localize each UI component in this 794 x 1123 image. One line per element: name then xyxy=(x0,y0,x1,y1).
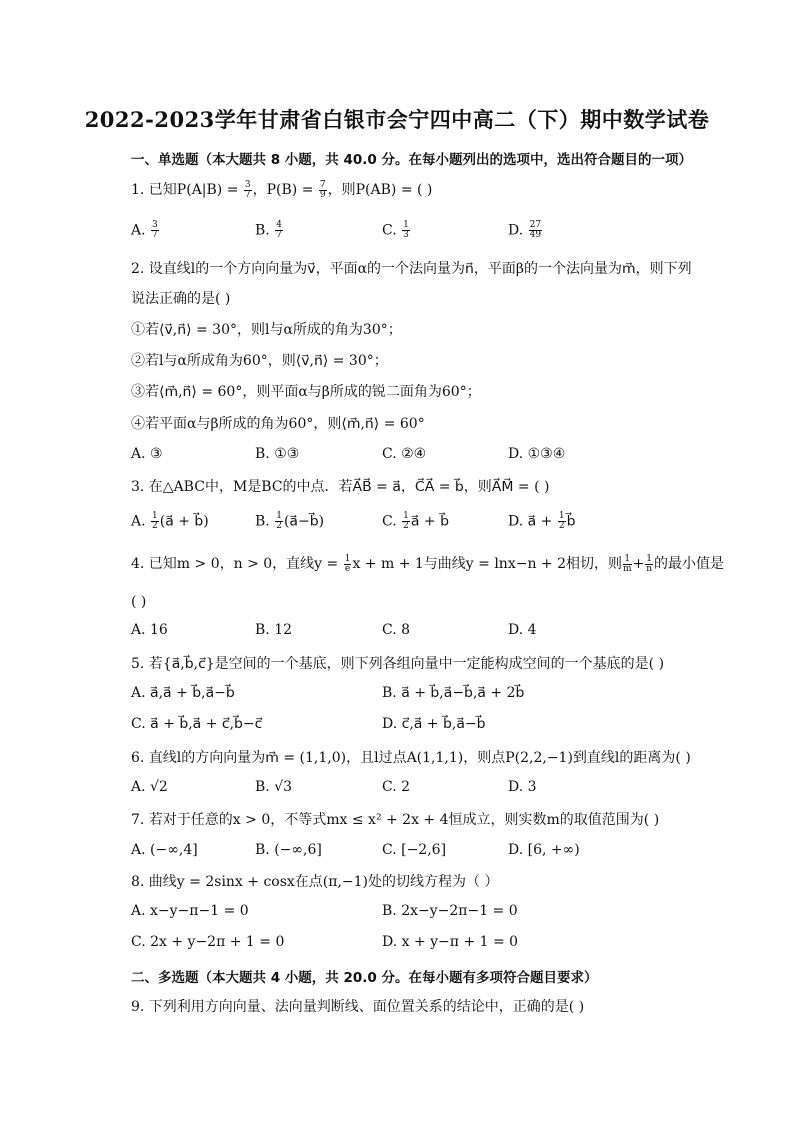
q3-d-pre: a⃗ + xyxy=(527,513,557,530)
section-single-choice: 一、单选题（本大题共 8 小题，共 40.0 分。在每小题列出的选项中，选出符合题目的一项） xyxy=(131,152,693,168)
q4-m-num: 1 xyxy=(624,553,631,564)
question-2-line-1: 2. 设直线l的一个方向向量为v⃗，平面α的一个法向量为n⃗，平面β的一个法向量为m⃗，则下列 xyxy=(131,261,692,277)
q2-statement-4: ④若平面α与β所成的角为60°，则⟨m⃗,n⃗⟩ = 60° xyxy=(131,416,425,432)
q3-options xyxy=(131,512,691,532)
q3-b-den: 2 xyxy=(276,521,282,531)
q4-plus: + xyxy=(632,556,645,572)
q4-n-num: 1 xyxy=(646,553,653,564)
q5-options-row-2 xyxy=(131,716,691,736)
q2-option-a: A. ③ xyxy=(131,446,163,462)
q4-options xyxy=(131,622,691,642)
q7-option-c: C. [−2,6] xyxy=(382,842,447,858)
q4-e-num: 1 xyxy=(344,553,351,564)
q3-b-rest: (a⃗−b⃗) xyxy=(283,513,325,530)
q1-option-d xyxy=(508,221,543,240)
q3-option-c xyxy=(382,512,449,531)
q2-option-d: D. ①③④ xyxy=(508,446,566,462)
q4-m-den: m xyxy=(623,563,632,574)
question-4 xyxy=(131,553,725,574)
q4-stem-a: 4. 已知m > 0，n > 0，直线y = xyxy=(131,556,343,572)
q8-options-row-1 xyxy=(131,903,691,923)
q1-c-label: C. xyxy=(382,222,397,239)
q8-option-b: B. 2x−y−2π−1 = 0 xyxy=(382,903,518,919)
q4-option-a: A. 16 xyxy=(131,622,168,638)
q1-a-den: 7 xyxy=(152,230,158,240)
q4-stem-b: x + m + 1与曲线y = lnx−n + 2相切，则 xyxy=(352,556,623,572)
q1-stem-a: 1. 已知P(A|B) = xyxy=(131,182,243,198)
q8-options-row-2 xyxy=(131,934,691,954)
q1-fraction-pab xyxy=(244,181,252,200)
q1-option-c xyxy=(382,221,411,240)
q7-option-a: A. (−∞,4] xyxy=(131,842,198,858)
q3-option-d xyxy=(508,512,575,531)
q3-d-frac xyxy=(558,512,566,531)
q1-pb-num: 7 xyxy=(319,179,326,190)
q1-a-frac xyxy=(151,221,159,240)
q5-option-d: D. c⃗,a⃗ + b⃗,a⃗−b⃗ xyxy=(382,716,486,732)
q6-options xyxy=(131,779,691,799)
q3-a-frac xyxy=(151,512,159,531)
section-multiple-choice: 二、多选题（本大题共 4 小题，共 20.0 分。在每小题有多项符合题目要求） xyxy=(131,970,598,986)
q2-option-b: B. ①③ xyxy=(255,446,300,462)
q5-option-c: C. a⃗ + b⃗,a⃗ + c⃗,b⃗−c⃗ xyxy=(131,716,263,732)
q2-statement-3: ③若⟨m⃗,n⃗⟩ = 60°，则平面α与β所成的锐二面角为60°； xyxy=(131,384,481,400)
q3-b-label: B. xyxy=(255,513,270,530)
q3-a-label: A. xyxy=(131,513,146,530)
q1-pab-num: 3 xyxy=(244,179,251,190)
question-5: 5. 若{a⃗,b⃗,c⃗}是空间的一个基底，则下列各组向量中一定能构成空间的一个基底的是( ) xyxy=(131,656,665,672)
q4-m-frac xyxy=(623,555,632,574)
q6-option-d: D. 3 xyxy=(508,779,537,795)
q3-option-a xyxy=(131,512,209,531)
q1-b-frac xyxy=(275,221,283,240)
q3-a-num: 1 xyxy=(152,511,158,521)
q1-fraction-pb xyxy=(319,181,327,200)
q8-option-d: D. x + y−π + 1 = 0 xyxy=(382,934,519,950)
q3-a-rest: (a⃗ + b⃗) xyxy=(159,513,209,530)
q8-option-a: A. x−y−π−1 = 0 xyxy=(131,903,249,919)
q1-d-num: 27 xyxy=(529,220,542,230)
q3-c-den: 2 xyxy=(403,521,409,531)
q3-b-num: 1 xyxy=(276,511,282,521)
q4-option-d: D. 4 xyxy=(508,622,537,638)
q3-c-frac xyxy=(402,512,410,531)
q1-d-label: D. xyxy=(508,222,524,239)
q4-option-b: B. 12 xyxy=(255,622,293,638)
q7-options xyxy=(131,842,691,862)
q3-c-num: 1 xyxy=(403,511,409,521)
q3-b-frac xyxy=(275,512,283,531)
q1-a-label: A. xyxy=(131,222,146,239)
q1-stem-b: ，P(B) = xyxy=(252,182,318,198)
q1-b-label: B. xyxy=(255,222,270,239)
q4-stem-c: 的最小值是 xyxy=(654,556,725,572)
q4-option-c: C. 8 xyxy=(382,622,411,638)
q1-b-den: 7 xyxy=(276,230,282,240)
q4-e-den: e xyxy=(344,563,351,574)
q1-b-num: 4 xyxy=(276,220,282,230)
q3-d-label: D. xyxy=(508,513,524,530)
q4-n-frac xyxy=(645,555,653,574)
q3-option-b xyxy=(255,512,324,531)
q3-d-rest: b⃗ xyxy=(566,513,576,530)
question-7: 7. 若对于任意的x > 0，不等式mx ≤ x² + 2x + 4恒成立，则实数m的取值范围为( ) xyxy=(131,812,660,828)
q6-option-b: B. √3 xyxy=(255,779,293,795)
q6-option-a: A. √2 xyxy=(131,779,168,795)
q6-option-c: C. 2 xyxy=(382,779,411,795)
question-9: 9. 下列利用方向向量、法向量判断线、面位置关系的结论中，正确的是( ) xyxy=(131,999,585,1015)
q3-a-den: 2 xyxy=(152,521,158,531)
q4-e-frac xyxy=(344,555,352,574)
question-4-line-2: ( ) xyxy=(131,594,147,610)
q1-c-frac xyxy=(402,221,410,240)
q1-pab-den: 7 xyxy=(244,189,251,200)
q1-option-a xyxy=(131,221,160,240)
q3-d-num: 1 xyxy=(558,511,565,521)
q2-statement-1: ①若⟨v⃗,n⃗⟩ = 30°，则l与α所成的角为30°； xyxy=(131,322,402,338)
q3-c-rest: a⃗ + b⃗ xyxy=(410,513,449,530)
q2-statement-2: ②若l与α所成角为60°，则⟨v⃗,n⃗⟩ = 30°； xyxy=(131,353,388,369)
q1-options xyxy=(131,221,691,241)
q8-option-c: C. 2x + y−2π + 1 = 0 xyxy=(131,934,285,950)
question-1 xyxy=(131,180,691,200)
q5-option-a: A. a⃗,a⃗ + b⃗,a⃗−b⃗ xyxy=(131,685,235,701)
question-6: 6. 直线l的方向向量为m⃗ = (1,1,0)，且l过点A(1,1,1)，则点P(2,2,−1)到直线l的距离为( ) xyxy=(131,750,691,766)
question-3: 3. 在△ABC中，M是BC的中点．若A⃗B⃗ = a⃗，C⃗A⃗ = b⃗，则A⃗M⃗ = ( ) xyxy=(131,479,550,495)
q1-option-b xyxy=(255,221,284,240)
question-2-line-2: 说法正确的是( ) xyxy=(131,291,231,307)
q4-n-den: n xyxy=(646,563,653,574)
q1-c-num: 1 xyxy=(403,220,409,230)
q2-options xyxy=(131,446,691,466)
q2-option-c: C. ②④ xyxy=(382,446,427,462)
q3-d-den: 2 xyxy=(558,521,565,531)
q3-c-label: C. xyxy=(382,513,397,530)
q1-stem-c: ，则P(AB) = ( ) xyxy=(327,182,433,198)
q1-a-num: 3 xyxy=(152,220,158,230)
q1-d-frac xyxy=(529,221,542,240)
q1-pb-den: 9 xyxy=(319,189,326,200)
q7-option-d: D. [6, +∞) xyxy=(508,842,580,858)
question-8: 8. 曲线y = 2sinx + cosx在点(π,−1)处的切线方程为（ ） xyxy=(131,874,499,890)
q1-d-den: 49 xyxy=(529,230,542,240)
q5-options-row-1 xyxy=(131,685,691,705)
page-title: 2022-2023学年甘肃省白银市会宁四中高二（下）期中数学试卷 xyxy=(84,107,710,132)
q5-option-b: B. a⃗ + b⃗,a⃗−b⃗,a⃗ + 2b⃗ xyxy=(382,685,525,701)
q1-c-den: 3 xyxy=(403,230,409,240)
q7-option-b: B. (−∞,6] xyxy=(255,842,322,858)
